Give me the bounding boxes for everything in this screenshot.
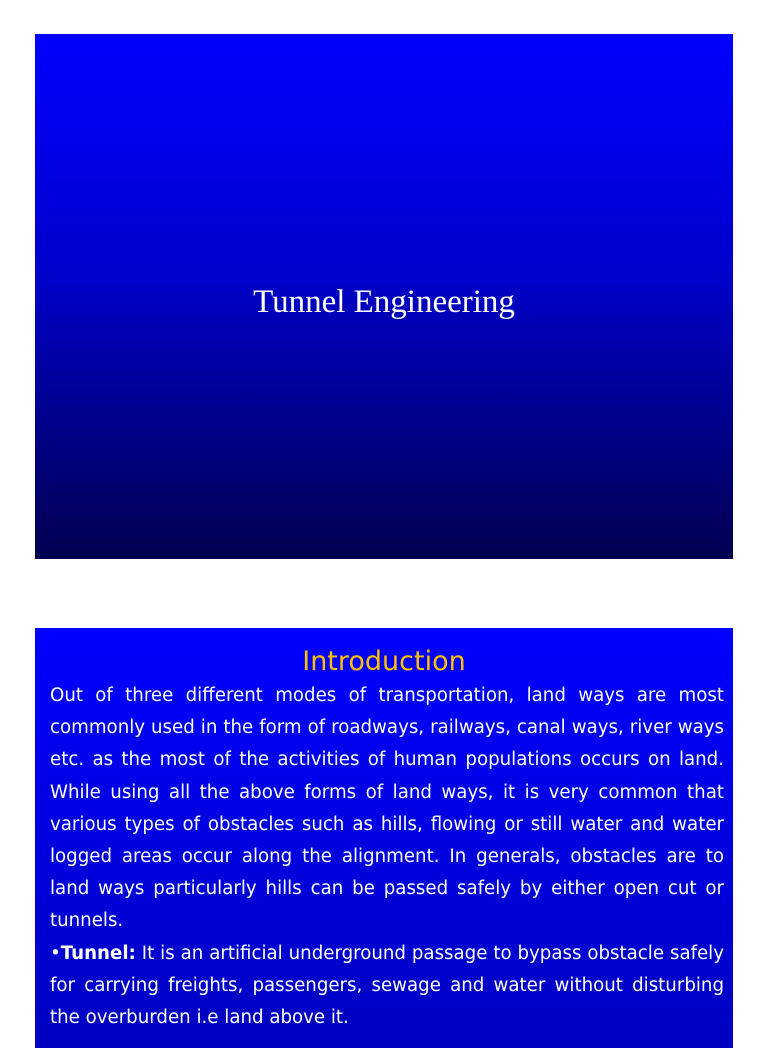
tunnel-term: Tunnel: — [60, 942, 136, 964]
introduction-body — [35, 680, 733, 1034]
slide-title: Tunnel Engineering — [253, 284, 515, 320]
introduction-paragraph: Out of three different modes of transportation, land ways are most commonly used in the form of roadways, railways, canal ways, river ways etc. as the most of the activities of human populations occurs on land. While using all the above forms of land ways, it is very common that various types of obstacles such as hills, flowing or still water and water logged areas occur along the alignment. In generals, obstacles are to land ways particularly hills can be passed safely by either open cut or tunnels. — [50, 685, 724, 932]
title-slide — [35, 34, 733, 559]
tunnel-definition: It is an artificial underground passage to bypass obstacle safely for carrying freights, passengers, sewage and water without disturbing the overburden i.e land above it. — [50, 942, 724, 1029]
introduction-heading: Introduction — [302, 646, 466, 677]
bullet-marker: • — [50, 942, 61, 964]
introduction-slide — [35, 628, 733, 1048]
tunnel-bullet — [50, 938, 724, 1035]
